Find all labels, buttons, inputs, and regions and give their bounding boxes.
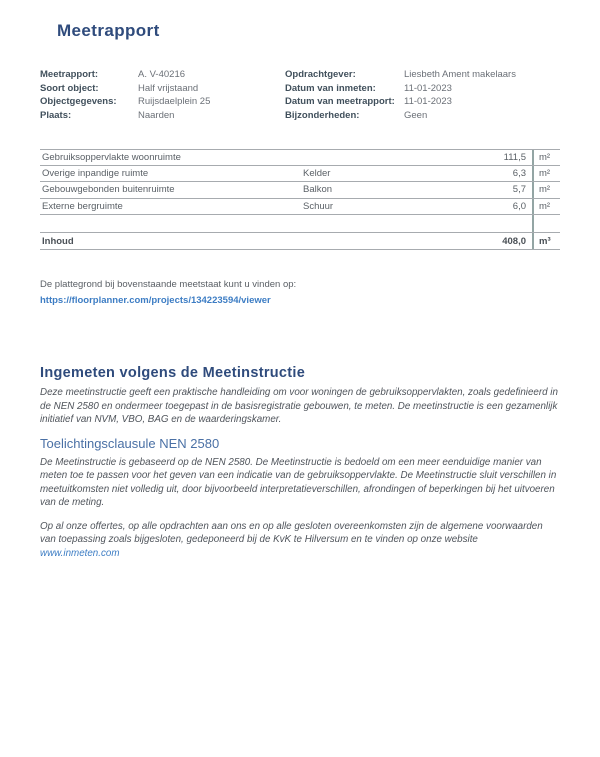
- floorplan-text: De plattegrond bij bovenstaande meetstaat kunt u vinden op:: [40, 279, 297, 290]
- table-spacer-row: [40, 215, 560, 233]
- meta-value: Liesbeth Ament makelaars: [404, 69, 516, 80]
- total-unit: m³: [532, 233, 560, 249]
- row-value: 6,0: [512, 200, 526, 212]
- row-unit: m²: [532, 199, 560, 215]
- voorwaarden-text: Op al onze offertes, op alle opdrachten aan ons en op alle gesloten overeenkomsten zijn de algemene voorwaarden van toepassing zoals bijgesloten, gedeponeerd bij de KvK te Hilversum en te vinden op onze website: [40, 520, 543, 545]
- row-unit: m²: [532, 166, 560, 182]
- meta-label: Objectgegevens:: [40, 96, 117, 107]
- meta-label: Plaats:: [40, 109, 72, 121]
- meta-row: [40, 109, 285, 123]
- table-total-row: [40, 233, 560, 250]
- section-heading-meetinstructie: Ingemeten volgens de Meetinstructie: [40, 365, 306, 381]
- row-unit: m²: [532, 150, 560, 165]
- meta-value: Half vrijstaand: [138, 82, 199, 94]
- inmeten-website-link[interactable]: www.inmeten.com: [40, 547, 120, 559]
- row-value: 6,3: [512, 167, 526, 179]
- meta-row: [40, 82, 285, 96]
- row-unit: m²: [532, 182, 560, 198]
- table-row: [40, 182, 560, 199]
- row-value: 5,7: [512, 184, 526, 196]
- meta-value: Geen: [404, 109, 428, 121]
- total-value: 408,0: [502, 235, 526, 247]
- meta-value: A. V-40216: [138, 69, 186, 80]
- meta-label: Opdrachtgever:: [285, 69, 356, 80]
- row-name: Externe bergruimte: [42, 200, 123, 212]
- page-title: Meetrapport: [57, 21, 160, 40]
- meta-row: [285, 109, 560, 123]
- meta-label: Bijzonderheden:: [285, 109, 360, 121]
- meta-row: [285, 68, 560, 82]
- meta-label: Datum van meetrapport:: [285, 96, 395, 107]
- spacer: [40, 215, 532, 232]
- meetinstructie-paragraph: Deze meetinstructie geeft een praktische handleiding om voor woningen de gebruiksoppervlakten, zoals gedefinieerd in de NEN 2580 en ondermeer toegepast in de basisregistratie gebouwen, te meten. De meetinstructie is een gezamenlijk initiatief van NVM, VBO, BAG en de waarderingskamer.: [40, 387, 558, 425]
- report-meta: [40, 68, 560, 122]
- floorplanner-link[interactable]: https://floorplanner.com/projects/134223594/viewer: [40, 295, 271, 306]
- total-name: Inhoud: [42, 235, 74, 247]
- voorwaarden-paragraph: [40, 520, 560, 561]
- meta-value: 11-01-2023: [404, 96, 452, 107]
- spacer-unit-divider: [532, 215, 560, 232]
- table-row: [40, 199, 560, 216]
- meta-label: Soort object:: [40, 82, 99, 94]
- table-row: [40, 149, 560, 166]
- row-sub: Balkon: [303, 184, 333, 196]
- meta-row: [40, 95, 285, 109]
- meta-value: Ruijsdaelplein 25: [138, 96, 211, 107]
- meta-row: [40, 68, 285, 82]
- measurement-table: [40, 149, 560, 250]
- report-meta-right: [285, 68, 560, 122]
- subheading-toelichtingsclausule: Toelichtingsclausule NEN 2580: [40, 435, 220, 451]
- row-value: 111,5: [503, 151, 526, 163]
- row-sub: Schuur: [303, 200, 334, 212]
- row-name: Gebouwgebonden buitenruimte: [42, 184, 175, 196]
- floorplan-block: [40, 278, 560, 308]
- meta-row: [285, 95, 560, 109]
- meta-row: [285, 82, 560, 96]
- meta-value: 11-01-2023: [404, 82, 452, 94]
- toelichting-paragraph: De Meetinstructie is gebaseerd op de NEN 2580. De Meetinstructie is bedoeld om een meer eenduidige manier van meten toe te passen voor het geven van een indicatie van de gebruiksoppervlakte. De Meetinstructie sluit verschillen in meetuitkomsten niet volledig uit, door bijvoorbeeld interpretatieverschillen, afrondingen of beperkingen bij het uitvoeren van de meting.: [40, 456, 557, 508]
- meta-label: Datum van inmeten:: [285, 82, 376, 94]
- meta-value: Naarden: [138, 109, 175, 121]
- report-meta-left: [40, 68, 285, 122]
- row-sub: Kelder: [303, 167, 331, 179]
- meta-label: Meetrapport:: [40, 69, 99, 80]
- row-name: Gebruiksoppervlakte woonruimte: [42, 151, 181, 163]
- row-name: Overige inpandige ruimte: [42, 167, 149, 179]
- table-row: [40, 166, 560, 183]
